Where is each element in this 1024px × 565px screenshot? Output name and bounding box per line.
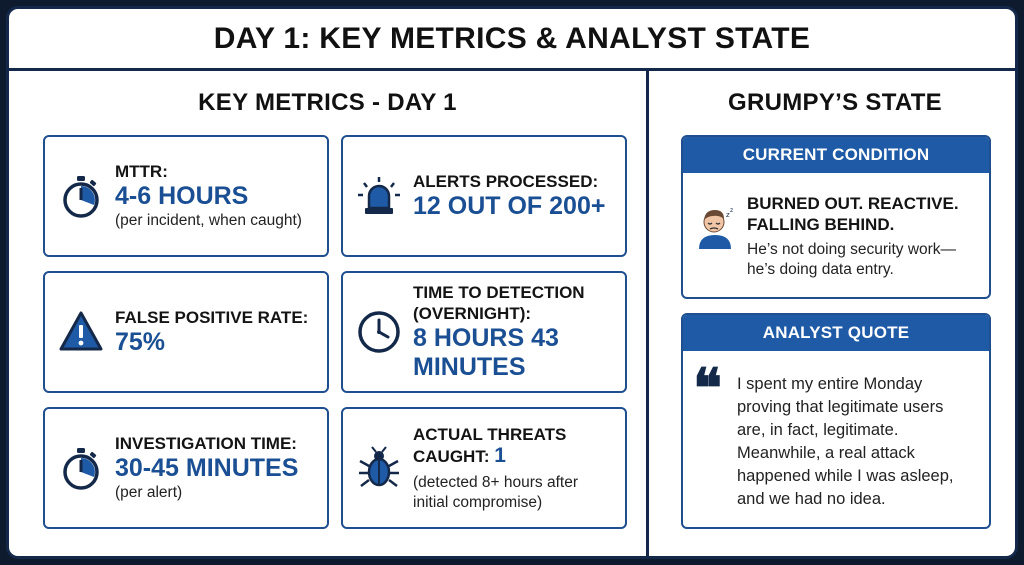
key-metrics-section [9, 71, 646, 556]
condition-text-line1: He’s not doing security work— [747, 241, 957, 258]
metric-card-mttr [43, 135, 329, 257]
metric-card-investigation-time [43, 407, 329, 529]
quote-line: happened while I was asleep, [737, 467, 954, 485]
metric-note: (per alert) [115, 484, 183, 501]
metric-value: 4-6 HOURS [115, 182, 249, 210]
stopwatch-icon [59, 174, 103, 218]
condition-text-line2: he’s doing data entry. [747, 261, 894, 278]
content-body [9, 71, 1015, 556]
quote-mark-icon: ❝ [693, 356, 723, 420]
metric-note: (per incident, when caught) [115, 212, 302, 229]
stopwatch-icon [59, 446, 103, 490]
warning-triangle-icon [59, 310, 103, 354]
bug-icon [357, 446, 401, 490]
metric-value: 75% [115, 328, 166, 356]
metric-card-time-to-detection [341, 271, 627, 393]
svg-text:z: z [730, 207, 734, 214]
condition-title-line1: BURNED OUT. REACTIVE. [747, 194, 959, 213]
alarm-light-icon [357, 174, 401, 218]
analyst-quote-header: ANALYST QUOTE [683, 315, 989, 351]
metric-card-false-positive-rate [43, 271, 329, 393]
metric-label: INVESTIGATION TIME: [115, 434, 297, 453]
infographic-frame [6, 6, 1018, 559]
metric-value: 30-45 MINUTES [115, 454, 299, 482]
quote-line: proving that legitimate users [737, 398, 944, 416]
metric-label: MTTR: [115, 162, 168, 181]
metric-value-line2: MINUTES [413, 353, 526, 381]
metric-value-line1: 8 HOURS 43 [413, 324, 559, 352]
metric-label-line1: ACTUAL THREATS [413, 424, 567, 444]
svg-text:z: z [726, 211, 730, 219]
metric-note-line2: initial compromise) [413, 493, 543, 511]
page-title: DAY 1: KEY METRICS & ANALYST STATE [9, 9, 1015, 71]
quote-line: and we had no idea. [737, 490, 886, 508]
quote-line: I spent my entire Monday [737, 375, 923, 393]
tired-analyst-icon [693, 203, 737, 251]
metric-value: 12 OUT OF 200+ [413, 192, 606, 220]
key-metrics-heading: KEY METRICS - DAY 1 [198, 89, 457, 116]
clock-icon [357, 310, 401, 354]
metric-label-line1: TIME TO DETECTION [413, 283, 585, 302]
analyst-quote-panel [681, 313, 991, 529]
metric-label: FALSE POSITIVE RATE: [115, 308, 309, 327]
metric-label-line2: (OVERNIGHT): [413, 304, 532, 323]
metric-note-line1: (detected 8+ hours after [413, 473, 579, 491]
metric-value: 1 [494, 443, 506, 467]
quote-line: Meanwhile, a real attack [737, 444, 915, 462]
metric-card-alerts-processed [341, 135, 627, 257]
metric-card-actual-threats-caught [341, 407, 627, 529]
quote-line: are, in fact, legitimate. [737, 421, 899, 439]
current-condition-panel [681, 135, 991, 299]
analyst-state-heading: GRUMPY’S STATE [728, 89, 942, 116]
condition-title-line2: FALLING BEHIND. [747, 215, 895, 234]
current-condition-header: CURRENT CONDITION [683, 137, 989, 173]
metric-label-caught: CAUGHT: [413, 446, 495, 466]
quote-text [737, 373, 987, 511]
metric-label-line2 [413, 445, 578, 467]
analyst-state-section [649, 71, 1018, 556]
metric-label: ALERTS PROCESSED: [413, 172, 599, 191]
